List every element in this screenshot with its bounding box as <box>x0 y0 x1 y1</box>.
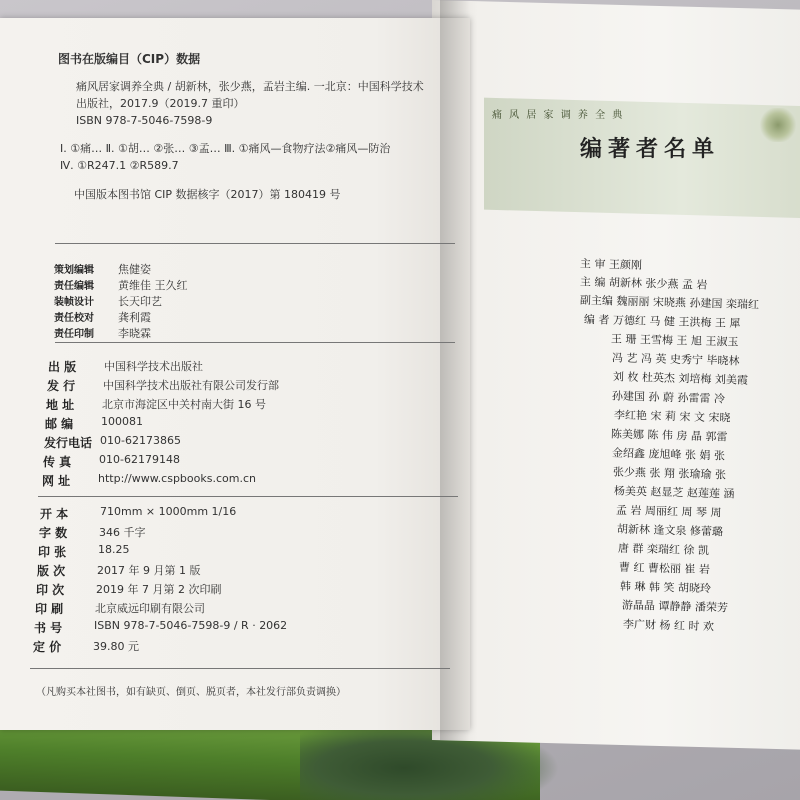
roster-line: 张少燕 张 翔 张瑜瑜 张 <box>613 465 727 482</box>
cip-line: Ⅳ. ①R247.1 ②R589.7 <box>60 159 179 172</box>
roster-line: 主 编 胡新林 张少燕 孟 岩 <box>579 275 708 292</box>
field-value: 北京威远印刷有限公司 <box>95 602 205 615</box>
field-label: 定 价 <box>33 640 62 654</box>
field-label: 印 张 <box>38 545 67 559</box>
contributors-title: 编著者名单 <box>580 137 721 162</box>
field-value: 346 千字 <box>99 526 146 539</box>
field-label: 字 数 <box>39 526 68 540</box>
field-value: 黄维佳 王久红 <box>118 279 188 292</box>
divider <box>55 342 455 343</box>
field-label: 邮 编 <box>45 417 74 431</box>
field-label: 发 行 <box>47 379 76 393</box>
field-value: 710mm × 1000mm 1/16 <box>100 505 237 518</box>
field-value: ISBN 978-7-5046-7598-9 / R · 2062 <box>94 619 288 632</box>
field-label: 印 次 <box>36 583 65 597</box>
field-label: 策划编辑 <box>54 265 94 276</box>
cip-line: 痛风居家调养全典 / 胡新林，张少燕，孟岩主编. 一北京：中国科学技术 <box>76 80 424 93</box>
roster-line: 冯 艺 冯 英 史秀宁 毕晓林 <box>611 351 740 368</box>
roster-line: 孟 岩 周丽红 周 琴 周 <box>615 503 722 520</box>
roster-line: 曹 红 曹松丽 崔 岩 <box>619 560 711 577</box>
field-value: 中国科学技术出版社有限公司发行部 <box>103 379 279 392</box>
field-label: 出 版 <box>48 360 77 374</box>
page-gutter-shadow <box>440 0 470 740</box>
field-value: 010-62173865 <box>100 434 181 447</box>
field-label: 责任编辑 <box>54 281 94 292</box>
roster-line: 游晶晶 谭静静 潘荣芳 <box>621 598 728 615</box>
cip-line: ISBN 978-7-5046-7598-9 <box>76 114 213 127</box>
field-label: 传 真 <box>43 455 72 469</box>
roster-line: 孙建国 孙 蔚 孙雷雷 冷 <box>612 389 726 406</box>
field-value: 北京市海淀区中关村南大街 16 号 <box>102 398 266 411</box>
roster-line: 陈美娜 陈 伟 房 晶 郭雷 <box>610 427 728 444</box>
field-value: 100081 <box>101 415 143 428</box>
roster-line: 副主编 魏丽丽 宋晓燕 孙建国 栾瑞红 <box>579 293 760 312</box>
field-value: 2019 年 7 月第 2 次印刷 <box>96 583 222 596</box>
roster-line: 胡新林 逢文泉 修蕾璐 <box>616 522 723 539</box>
field-value: 010-62179148 <box>99 453 180 466</box>
field-value: 18.25 <box>98 543 130 556</box>
field-value: 39.80 元 <box>93 640 139 653</box>
field-label: 网 址 <box>42 474 71 488</box>
field-value: 龚利霞 <box>118 311 151 324</box>
cip-line: Ⅰ. ①痛… Ⅱ. ①胡… ②张… ③孟… Ⅲ. ①痛风—食物疗法②痛风—防治 <box>60 142 391 155</box>
roster-line: 王 珊 王雪梅 王 旭 王淑玉 <box>610 332 739 349</box>
field-label: 地 址 <box>46 398 75 412</box>
roster-line: 唐 群 栾瑞红 徐 凯 <box>617 541 710 558</box>
roster-line: 编 者 万德红 马 健 王洪梅 王 犀 <box>583 312 741 331</box>
roster-line: 主 审 王颜刚 <box>579 257 643 272</box>
divider <box>30 668 450 669</box>
field-label: 装帧设计 <box>54 297 94 308</box>
divider <box>38 496 458 497</box>
cip-line: 出版社，2017.9（2019.7 重印） <box>76 97 245 110</box>
field-label: 责任校对 <box>54 313 94 324</box>
cip-line: 中国版本图书馆 CIP 数据核字（2017）第 180419 号 <box>74 188 341 201</box>
field-label: 书 号 <box>34 621 63 635</box>
roster-line: 杨美英 赵显芝 赵莲莲 涵 <box>614 484 736 501</box>
field-value: 2017 年 9 月第 1 版 <box>97 564 201 577</box>
cip-heading: 图书在版编目（CIP）数据 <box>58 52 201 66</box>
field-value: 李晓霖 <box>118 327 151 340</box>
roster-line: 李红艳 宋 莉 宋 文 宋晓 <box>613 408 731 425</box>
field-label: 发行电话 <box>44 436 93 450</box>
roster-line: 韩 琳 韩 笑 胡晓玲 <box>620 579 712 596</box>
field-label: 开 本 <box>40 507 69 521</box>
flower-ornament <box>758 108 798 142</box>
series-tag: 痛 风 居 家 调 养 全 典 <box>492 110 625 121</box>
roster-line: 金绍鑫 庞旭峰 张 娟 张 <box>611 446 726 463</box>
field-label: 责任印制 <box>54 329 94 340</box>
field-label: 版 次 <box>37 564 66 578</box>
return-notice: （凡购买本社图书，如有缺页、倒页、脱页者，本社发行部负责调换） <box>36 687 346 698</box>
field-value: http://www.cspbooks.com.cn <box>98 472 256 485</box>
field-value: 长天印艺 <box>118 295 162 308</box>
roster-line: 李广财 杨 红 时 欢 <box>622 617 714 634</box>
divider <box>55 243 455 244</box>
field-value: 焦健姿 <box>118 263 151 276</box>
field-value: 中国科学技术出版社 <box>104 360 203 373</box>
roster-line: 刘 枚 杜英杰 刘培梅 刘美霞 <box>613 370 749 387</box>
field-label: 印 刷 <box>35 602 64 616</box>
